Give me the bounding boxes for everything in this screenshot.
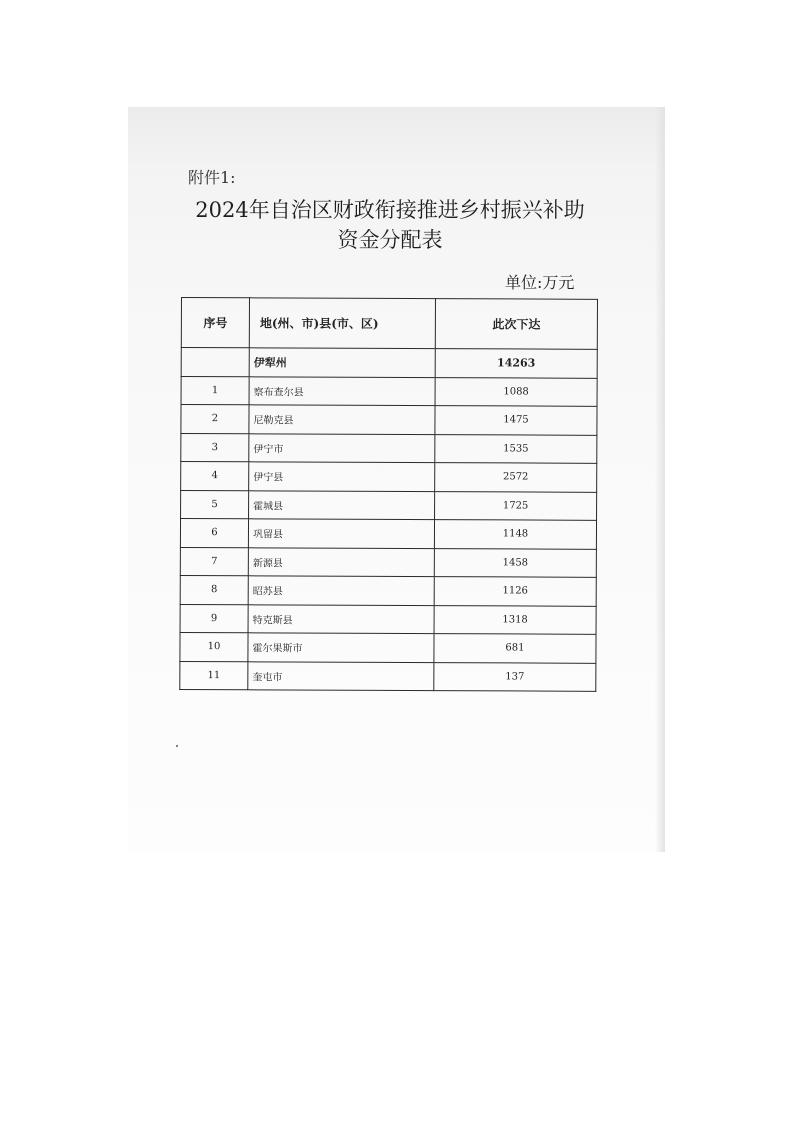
table-row <box>181 462 597 492</box>
header-region: 地(州、市)县(市、区) <box>249 298 435 349</box>
table-row <box>181 490 597 520</box>
row-region: 霍尔果斯市 <box>248 633 434 662</box>
row-seq: 5 <box>181 490 249 519</box>
row-region: 巩留县 <box>248 519 434 548</box>
row-seq: 9 <box>180 604 248 633</box>
table-row <box>180 604 596 634</box>
row-region: 伊宁市 <box>249 433 435 462</box>
header-amount: 此次下达 <box>435 299 597 350</box>
row-seq: 1 <box>181 376 249 405</box>
row-seq: 7 <box>180 547 248 576</box>
subtotal-region: 伊犁州 <box>249 348 435 377</box>
row-amount: 1126 <box>434 577 596 606</box>
row-amount: 1458 <box>434 548 596 577</box>
scan-speck <box>176 745 178 747</box>
allocation-table-container <box>179 297 597 692</box>
table-row <box>181 376 597 406</box>
subtotal-seq <box>181 348 249 377</box>
unit-label: 单位:万元 <box>505 273 575 292</box>
row-region: 新源县 <box>248 547 434 576</box>
subtotal-row <box>181 348 597 378</box>
table-row <box>180 575 596 605</box>
row-amount: 681 <box>434 634 596 663</box>
row-seq: 6 <box>180 519 248 548</box>
row-seq: 2 <box>181 405 249 434</box>
row-amount: 1535 <box>435 434 597 463</box>
row-region: 尼勒克县 <box>249 405 435 434</box>
row-amount: 1318 <box>434 605 596 634</box>
row-region: 昭苏县 <box>248 576 434 605</box>
attachment-label: 附件1: <box>188 168 236 187</box>
row-region: 察布查尔县 <box>249 376 435 405</box>
row-seq: 4 <box>181 462 249 491</box>
row-amount: 1725 <box>435 491 597 520</box>
allocation-table <box>179 297 598 692</box>
table-row <box>180 519 596 549</box>
row-amount: 1148 <box>434 520 596 549</box>
row-region: 奎屯市 <box>248 661 434 690</box>
table-row <box>181 405 597 435</box>
table-row <box>180 632 596 662</box>
header-seq: 序号 <box>181 298 249 348</box>
table-row <box>180 661 596 691</box>
row-region: 特克斯县 <box>248 604 434 633</box>
row-region: 霍城县 <box>249 490 435 519</box>
row-amount: 1088 <box>435 377 597 406</box>
title-line-2: 资金分配表 <box>337 228 443 252</box>
table-row <box>181 433 597 463</box>
subtotal-amount: 14263 <box>435 349 597 378</box>
row-seq: 11 <box>180 661 248 690</box>
table-header-row <box>181 298 597 350</box>
title-line-1: 2024年自治区财政衔接推进乡村振兴补助 <box>195 198 585 222</box>
row-region: 伊宁县 <box>249 462 435 491</box>
row-amount: 137 <box>434 662 596 691</box>
row-seq: 8 <box>180 575 248 604</box>
table-row <box>180 547 596 577</box>
document-title <box>160 195 620 255</box>
row-seq: 10 <box>180 632 248 661</box>
row-amount: 2572 <box>435 463 597 492</box>
row-amount: 1475 <box>435 406 597 435</box>
row-seq: 3 <box>181 433 249 462</box>
